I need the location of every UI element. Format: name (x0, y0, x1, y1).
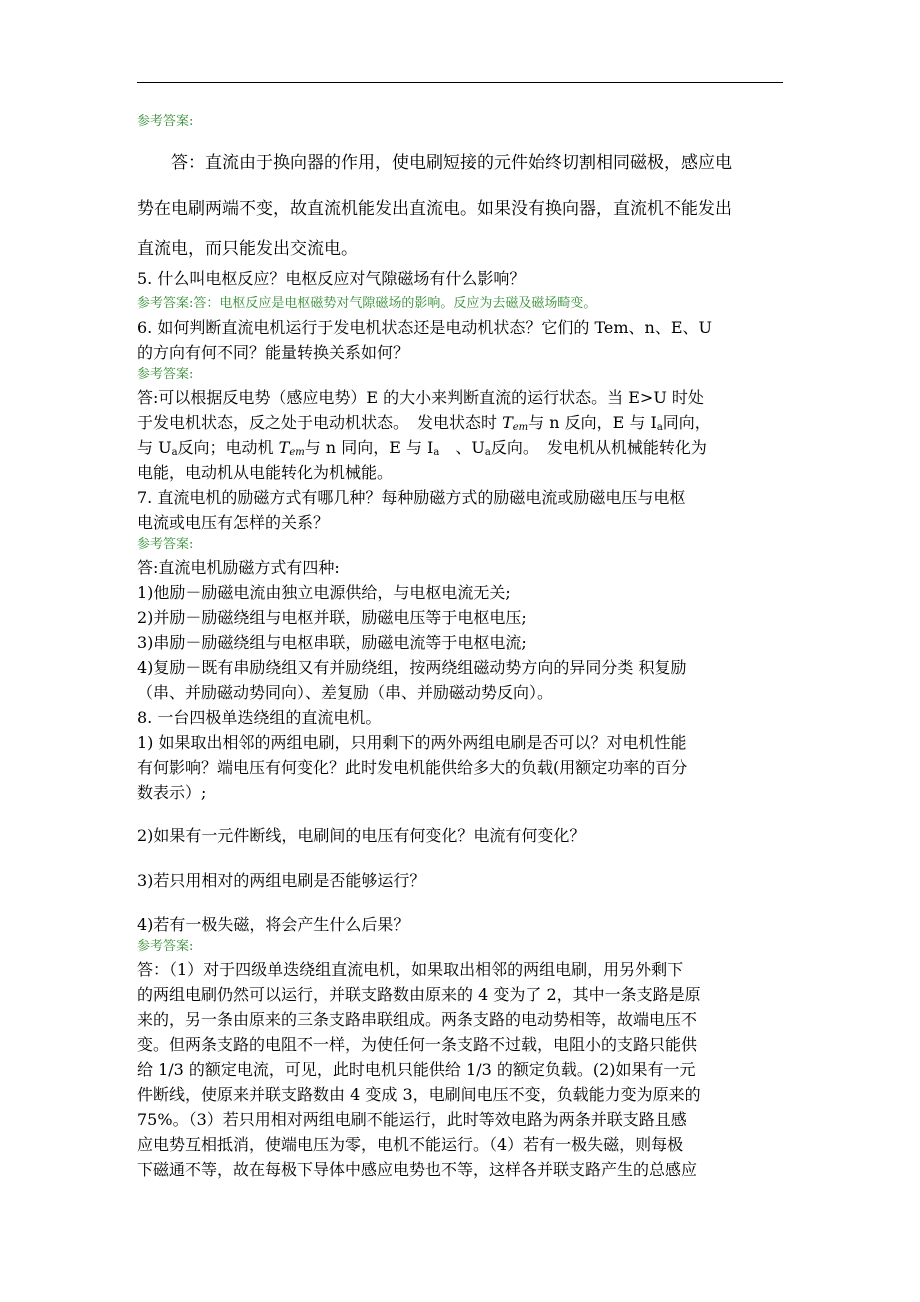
voltage-subscript: a (171, 447, 178, 458)
q8-sub1-line: 数表示）; (137, 783, 207, 802)
q6-text: 与 n 反向，E 与 I (528, 413, 657, 432)
q8-sub1-line: 1) 如果取出相邻的两组电刷，只用剩下的两外两组电刷是否可以？对电机性能 (137, 733, 687, 752)
q7-answer-line: 4)复励－既有串励绕组又有并励绕组，按两绕组磁动势方向的异同分类 积复励 (137, 658, 687, 677)
q6-text: 与 U (137, 438, 172, 457)
torque-symbol: T (502, 413, 513, 432)
q4-answer-line: 势在电刷两端不变，故直流机能发出直流电。如果没有换向器，直流机不能发出 (137, 199, 732, 219)
q6-text: 、U (439, 438, 485, 457)
q5-answer-row (137, 291, 787, 315)
q8-answer-line: 件断线，使原来并联支路数由 4 变成 3，电刷间电压不变，负载能力变为原来的 (137, 1085, 701, 1104)
q6-answer-line (137, 435, 787, 460)
header-rule (137, 82, 783, 83)
q7-question-line: 7. 直流电机的励磁方式有哪几种？每种励磁方式的励磁电流或励磁电压与电枢 (137, 488, 686, 507)
q8-sub4: 4)若有一极失磁，将会产生什么后果？ (137, 915, 410, 934)
q8-answer-line: 应电势互相抵消，使端电压为零，电机不能运行。（4）若有一极失磁，则每极 (137, 1135, 684, 1154)
q6-question-line: 6. 如何判断直流电机运行于发电机状态还是电动机状态？它们的 Tem、n、E、U (137, 318, 712, 337)
reference-answer-label: 参考答案: (137, 114, 194, 129)
q6-text: 同向， (662, 413, 711, 432)
current-subscript: a (433, 447, 440, 458)
reference-answer-label: 参考答案: (137, 537, 194, 552)
current-subscript: a (656, 422, 663, 433)
q7-answer-line: 1)他励－励磁电流由独立电源供给，与电枢电流无关; (137, 583, 511, 602)
torque-symbol: T (278, 438, 290, 457)
q7-question-line: 电流或电压有怎样的关系？ (137, 513, 330, 532)
torque-subscript: em (289, 447, 305, 458)
q6-answer-line: 电能，电动机从电能转化为机械能。 (137, 463, 394, 482)
q6-answer-line: 答:可以根据反电势（感应电势）E 的大小来判断直流的运行状态。当 E>U 时处 (137, 388, 704, 407)
q8-answer-line: 来的，另一条由原来的三条支路串联组成。两条支路的电动势相等，故端电压不 (137, 1010, 698, 1029)
q7-answer-line: 3)串励－励磁绕组与电枢串联，励磁电流等于电枢电流; (137, 633, 527, 652)
q8-answer-line: 变。但两条支路的电阻不一样，为使任何一条支路不过载，电阻小的支路只能供 (137, 1035, 698, 1054)
q8-answer-line: 75%。（3）若只用相对两组电刷不能运行，此时等效电路为两条并联支路且感 (137, 1110, 687, 1129)
q8-sub3: 3)若只用相对的两组电刷是否能够运行？ (137, 871, 426, 890)
q6-text: 反向。 发电机从机械能转化为 (490, 438, 707, 457)
q5-question: 5. 什么叫电枢反应？电枢反应对气隙磁场有什么影响？ (137, 269, 526, 288)
q6-text: 与 n 同向，E 与 I (304, 438, 434, 457)
q8-question: 8. 一台四极单迭绕组的直流电机。 (137, 708, 382, 727)
q5-answer: 答：电枢反应是电枢磁势对气隙磁场的影响。反应为去磁及磁场畸变。 (193, 296, 597, 311)
q6-question-line: 的方向有何不同？能量转换关系如何？ (137, 343, 410, 362)
voltage-subscript: a (484, 447, 491, 458)
q8-sub2: 2)如果有一元件断线，电刷间的电压有何变化？电流有何变化？ (137, 826, 586, 845)
q6-text: 于发电机状态，反之处于电动机状态。 发电状态时 (137, 413, 503, 432)
reference-answer-label: 参考答案: (137, 296, 194, 311)
q8-answer-line: 给 1/3 的额定电流，可见，此时电机只能供给 1/3 的额定负载。(2)如果有一元 (137, 1060, 696, 1079)
q7-answer-line: （串、并励磁动势同向）、差复励（串、并励磁动势反向）。 (137, 683, 554, 702)
q7-answer-line: 答:直流电机励磁方式有四种: (137, 558, 340, 577)
q4-answer-line: 答：直流由于换向器的作用，使电刷短接的元件始终切割相同磁极，感应电 (137, 153, 732, 173)
q7-answer-line: 2)并励－励磁绕组与电枢并联，励磁电压等于电枢电压; (137, 608, 527, 627)
reference-answer-label: 参考答案: (137, 367, 194, 382)
q8-sub1-line: 有何影响？端电压有何变化？此时发电机能供给多大的负载(用额定功率的百分 (137, 758, 688, 777)
document-body (137, 112, 787, 1182)
torque-subscript: em (512, 422, 529, 433)
q8-answer-line: 下磁通不等，故在每极下导体中感应电势也不等，这样各并联支路产生的总感应 (137, 1160, 698, 1179)
reference-answer-label: 参考答案: (137, 939, 194, 954)
q4-answer-line: 直流电，而只能发出交流电。 (137, 239, 358, 259)
q8-answer-line: 的两组电刷仍然可以运行，并联支路数由原来的 4 变为了 2，其中一条支路是原 (137, 985, 701, 1004)
q6-text: 反向；电动机 (177, 438, 279, 457)
q4-answer (137, 140, 787, 266)
q8-answer-line: 答：（1）对于四级单迭绕组直流电机，如果取出相邻的两组电刷，用另外剩下 (137, 960, 684, 979)
q6-answer-line (137, 410, 787, 435)
